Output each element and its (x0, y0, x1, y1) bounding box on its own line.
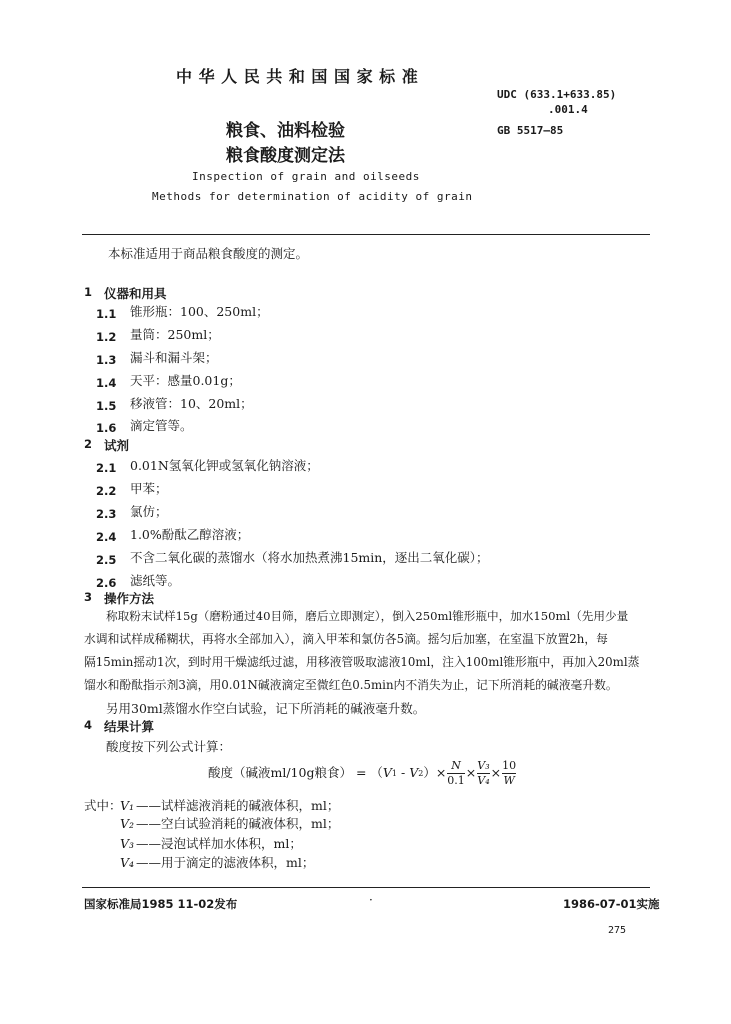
variable-symbol: V₃ (120, 836, 135, 851)
fraction-denominator: 0.1 (447, 774, 465, 788)
list-item: 锥形瓶：100、250ml； (130, 304, 269, 319)
list-item: 甲苯； (130, 481, 168, 496)
blank-test-line: 另用30ml蒸馏水作空白试验，记下所消耗的碱液毫升数。 (106, 701, 426, 716)
list-item: 滴定管等。 (130, 418, 193, 433)
item-number: 1.4 (96, 376, 117, 390)
section4-number: 4 (84, 718, 93, 732)
fraction-denominator: W (503, 774, 515, 788)
list-item: 氯仿； (130, 504, 168, 519)
title-cn-line1: 粮食、油料检验 (226, 121, 345, 141)
list-item: 0.01N氢氧化钾或氢氧化钠溶液； (130, 458, 319, 473)
formula-times: × (490, 765, 502, 781)
list-item: 不含二氧化碳的蒸馏水（将水加热煮沸15min，逐出二氧化碳）； (130, 550, 489, 565)
issue-date: 国家标准局1985 11-02发布 (84, 897, 238, 911)
list-item: 量筒：250ml； (130, 327, 220, 342)
list-item: 1.0%酚酞乙醇溶液； (130, 527, 250, 542)
item-number: 2.5 (96, 553, 117, 567)
footer-mark: · (369, 893, 373, 907)
where-label: 式中： (84, 798, 122, 813)
item-number: 2.3 (96, 507, 117, 521)
formula-v2: V (409, 765, 419, 781)
item-number: 2.1 (96, 461, 117, 475)
variable-definition: ——浸泡试样加水体积，ml； (136, 836, 302, 851)
intro-text: 本标准适用于商品粮食酸度的测定。 (108, 246, 309, 261)
section1-title: 仪器和用具 (104, 286, 167, 301)
fraction-numerator: V₃ (477, 759, 490, 772)
fraction-volume (477, 760, 489, 787)
variable-symbol: V₁ (120, 798, 135, 813)
udc-code: UDC (633.1+633.85) (497, 88, 617, 101)
title-cn-line2: 粮食酸度测定法 (226, 146, 345, 166)
formula-v1: V (382, 765, 392, 781)
formula-minus: - (397, 765, 410, 781)
section3-number: 3 (84, 590, 93, 604)
list-item: 滤纸等。 (130, 573, 181, 588)
procedure-line: 称取粉末试样15g（磨粉通过40目筛，磨后立即测定），倒入250ml锥形瓶中，加水150ml（先用少量 (106, 609, 629, 623)
section2-number: 2 (84, 437, 93, 451)
effective-date: 1986-07-01实施 (563, 897, 660, 911)
list-item: 移液管：10、20ml； (130, 396, 253, 411)
item-number: 2.4 (96, 530, 117, 544)
header-divider (82, 234, 650, 235)
procedure-line: 隔15min摇动1次，到时用干燥滤纸过滤，用移液管吸取滤液10ml，注入100ml锥形瓶中，再加入20ml蒸 (84, 655, 640, 669)
variable-symbol: V₄ (120, 855, 135, 870)
fraction-normality (447, 760, 465, 787)
variable-symbol: V₂ (120, 816, 135, 831)
acidity-formula (208, 760, 517, 787)
formula-close: ）× (423, 765, 447, 781)
procedure-line: 水调和试样成稀糊状，再将水全部加入），滴入甲苯和氯仿各5滴。摇匀后加塞，在室温下放置2h，每 (84, 632, 608, 646)
gb-code: GB 5517—85 (497, 124, 564, 137)
item-number: 1.1 (96, 307, 117, 321)
formula-times: × (465, 765, 477, 781)
fraction-numerator: N (451, 759, 461, 772)
fraction-numerator: 10 (502, 759, 517, 772)
formula-v2-sub: 2 (418, 768, 424, 778)
section2-title: 试剂 (104, 438, 130, 453)
formula-lhs: 酸度（碱液ml/10g粮食） = （ (208, 765, 383, 781)
item-number: 1.3 (96, 353, 117, 367)
title-en-line1: Inspection of grain and oilseeds (192, 170, 420, 183)
title-en-line2: Methods for determination of acidity of grain (152, 190, 473, 203)
variable-definition: ——用于滴定的滤液体积，ml； (136, 855, 315, 870)
formula-lead: 酸度按下列公式计算： (106, 739, 232, 754)
udc-code-suffix: .001.4 (548, 103, 588, 116)
formula-v1-sub: 1 (391, 768, 398, 778)
list-item: 漏斗和漏斗架； (130, 350, 218, 365)
procedure-line: 馏水和酚酞指示剂3滴，用0.01N碱液滴定至微红色0.5min内不消失为止，记下所消耗的碱液毫升数。 (84, 678, 618, 692)
variable-definition: ——试样滤液消耗的碱液体积，ml； (136, 798, 340, 813)
standard-org-title: 中 华 人 民 共 和 国 国 家 标 准 (176, 67, 419, 86)
footer-divider (82, 887, 650, 888)
item-number: 1.6 (96, 421, 117, 435)
item-number: 1.5 (96, 399, 117, 413)
page-number: 275 (608, 925, 627, 936)
variable-definition: ——空白试验消耗的碱液体积，ml； (136, 816, 340, 831)
item-number: 1.2 (96, 330, 117, 344)
item-number: 2.2 (96, 484, 117, 498)
list-item: 天平：感量0.01g； (130, 373, 241, 388)
section3-title: 操作方法 (104, 591, 155, 606)
section4-title: 结果计算 (104, 719, 155, 734)
fraction-denominator: V₄ (477, 774, 490, 788)
fraction-weight (502, 760, 516, 787)
section1-number: 1 (84, 285, 93, 299)
item-number: 2.6 (96, 576, 117, 590)
